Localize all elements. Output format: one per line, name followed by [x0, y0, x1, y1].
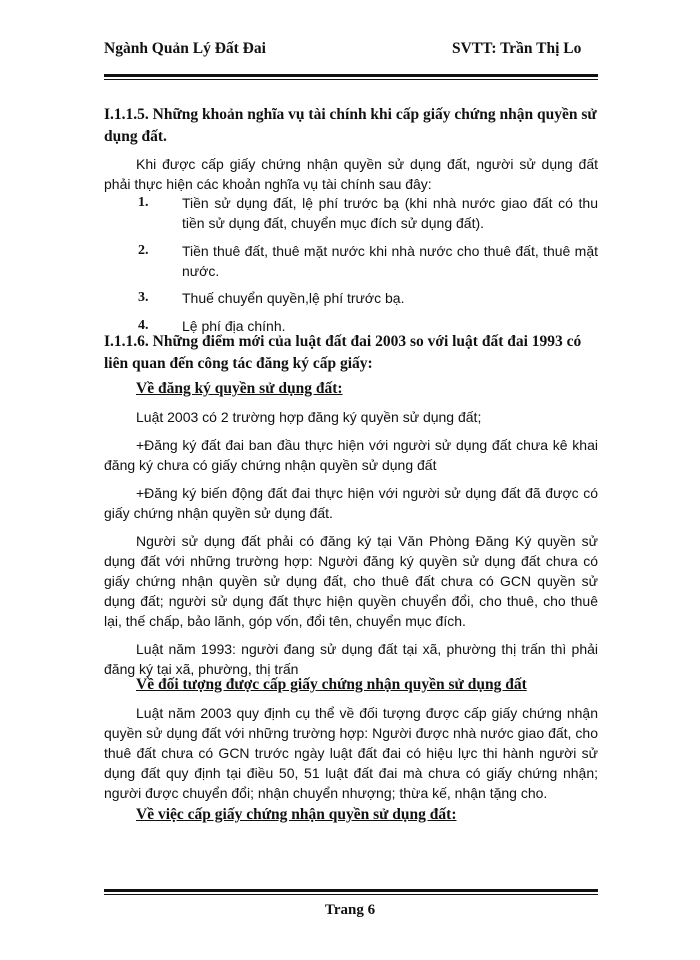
section-116 [104, 331, 598, 375]
list-item-number: 1. [138, 195, 149, 210]
paragraph: +Đăng ký đất đai ban đầu thực hiện với người sử dụng đất chưa kê khai đăng ký chưa có giấy chứng nhận quyền sử dụng đất [104, 437, 598, 473]
paragraph: Người sử dụng đất phải có đăng ký tại Văn Phòng Đăng Ký quyền sử dụng đất với những trường hợp: Người đăng ký quyền sử dụng đất chưa có giấy chứng nhận quyền sử dụng đất, cho thuê đất chưa có GCN quyền sử dụng đất; người sử dụng đất thực hiện quyền chuyển đổi, cho thuê, cho thuê lại, thế chấp, bảo lãnh, góp vốn, đổi tên, chuyển mục đích. [104, 533, 598, 629]
section-115-heading: I.1.1.5. Những khoản nghĩa vụ tài chính khi cấp giấy chứng nhận quyền sử dụng đất. [104, 106, 597, 145]
page-number: Trang 6 [324, 902, 376, 918]
list-item [104, 193, 598, 233]
list-item [104, 241, 598, 281]
list-item-number: 3. [138, 290, 149, 305]
sub-eligibility [104, 674, 598, 696]
paragraph: Luật 2003 có 2 trường hợp đăng ký quyền sử dụng đất; [136, 409, 482, 425]
sub-issuance [104, 804, 598, 826]
obligations-list [104, 193, 598, 336]
footer-rule-thick [104, 889, 598, 892]
paragraph: Luật năm 2003 quy định cụ thể về đối tượng được cấp giấy chứng nhận quyền sử dụng đất với những trường hợp: Người được nhà nước giao đất, cho thuê đất chưa có GCN trước ngày luật đất đai có hiệu lực thi hành người sử dụng đất quy định tại điều 50, 51 luật đất đai mà chưa có giấy chứng nhận; người được chuyển đổi; nhận chuyển nhượng; thừa kế, nhận tặng cho. [104, 705, 598, 801]
header-student: SVTT: Trần Thị Lo [452, 40, 582, 57]
list-item-text: Tiền thuê đất, thuê mặt nước khi nhà nước cho thuê đất, thuê mặt nước. [182, 243, 598, 279]
header-rule-thick [104, 74, 598, 77]
sub-eligibility-body [104, 703, 598, 803]
sub-registration-title: Về đăng ký quyền sử dụng đất: [136, 380, 343, 397]
section-115 [104, 104, 598, 194]
sub-registration-body [104, 407, 598, 679]
section-116-heading: I.1.1.6. Những điểm mới của luật đất đai 2003 so với luật đất đai 1993 có liên quan đến công tác đăng ký cấp giấy: [104, 333, 582, 372]
sub-issuance-title: Về việc cấp giấy chứng nhận quyền sử dụng đất: [136, 806, 457, 823]
list-item-number: 2. [138, 243, 149, 258]
footer-rule-thin [104, 894, 598, 895]
list-item-text: Tiền sử dụng đất, lệ phí trước bạ (khi nhà nước giao đất có thu tiền sử dụng đất, chuyển mục đích sử dụng đất). [182, 195, 598, 231]
list-item-text: Thuế chuyển quyền,lệ phí trước bạ. [182, 290, 405, 306]
paragraph: +Đăng ký biến động đất đai thực hiện với người sử dụng đất đã được có giấy chứng nhận quyền sử dụng đất. [104, 485, 598, 521]
sub-eligibility-title: Về đối tượng được cấp giấy chứng nhận quyền sử dụng đất [136, 676, 527, 693]
list-item [104, 288, 598, 308]
list-item-text: Lệ phí địa chính. [182, 318, 286, 334]
header-rule-thin [104, 79, 598, 80]
sub-registration [104, 378, 598, 400]
paragraph: Luật năm 1993: người đang sử dụng đất tại xã, phường thị trấn thì phải đăng ký tại xã, phường, thị trấn [104, 641, 598, 677]
section-115-intro: Khi được cấp giấy chứng nhận quyền sử dụng đất, người sử dụng đất phải thực hiện các khoản nghĩa vụ tài chính sau đây: [104, 156, 598, 192]
list-item-number: 4. [138, 318, 149, 333]
header-department: Ngành Quản Lý Đất Đai [104, 40, 266, 57]
